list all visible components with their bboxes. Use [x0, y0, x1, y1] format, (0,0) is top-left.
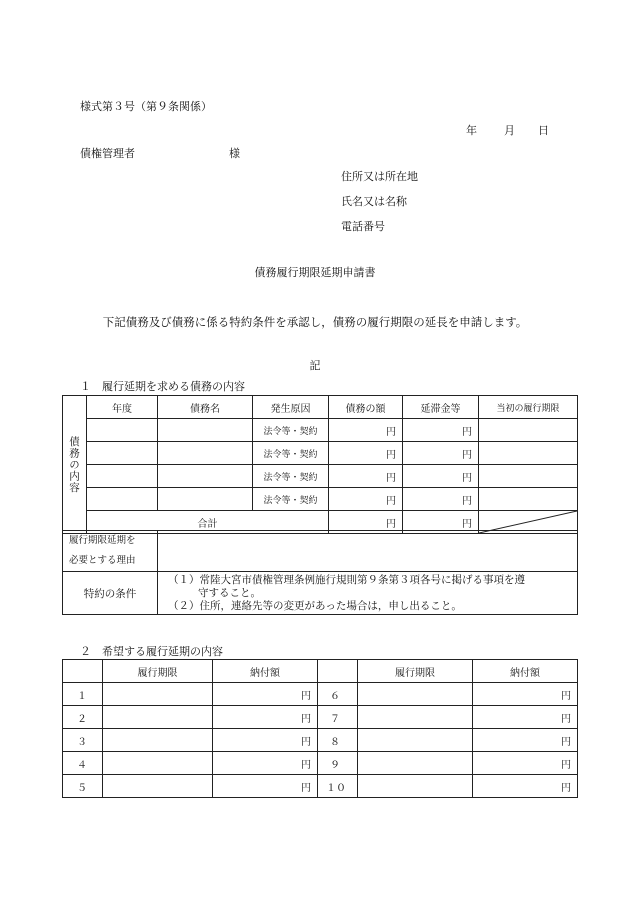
amount-cell[interactable]: 円 — [329, 465, 403, 488]
cause-cell: 法令等・契約 — [253, 419, 329, 442]
payment-cell[interactable]: 円 — [213, 729, 318, 752]
reason-label-line2: 必要とする理由 — [69, 555, 136, 566]
payment-cell[interactable]: 円 — [213, 683, 318, 706]
section2-title: 希望する履行延期の内容 — [102, 645, 223, 658]
debt-content-table — [62, 395, 578, 534]
conditions-label: 特約の条件 — [63, 572, 158, 615]
body-statement: 下記債務及び債務に係る特約条件を承認し，債務の履行期限の延長を申請します。 — [102, 315, 528, 329]
section1-heading — [80, 378, 245, 394]
amount-cell[interactable]: 円 — [329, 488, 403, 511]
table-row — [63, 488, 578, 511]
late-fee-cell[interactable]: 円 — [403, 488, 479, 511]
row-number: ５ — [63, 775, 103, 798]
table-row — [63, 683, 578, 706]
debt-name-cell[interactable] — [158, 488, 253, 511]
original-deadline-cell[interactable] — [479, 465, 578, 488]
form-number: 様式第３号（第９条関係） — [80, 100, 212, 113]
col-header-cause: 発生原因 — [253, 396, 329, 419]
date-month: 月 — [504, 124, 515, 137]
conditions-row — [63, 572, 578, 615]
reason-label-line1: 履行期限延期を — [69, 535, 136, 546]
payment-cell[interactable]: 円 — [473, 706, 578, 729]
ki-marker: 記 — [309, 359, 321, 372]
col-header-payment-left: 納付額 — [213, 660, 318, 683]
original-deadline-cell[interactable] — [479, 488, 578, 511]
late-fee-cell[interactable]: 円 — [403, 465, 479, 488]
no-header-right — [318, 660, 358, 683]
deadline-cell[interactable] — [103, 729, 213, 752]
debt-name-cell[interactable] — [158, 419, 253, 442]
col-header-debt-name: 債務名 — [158, 396, 253, 419]
schedule-table — [62, 659, 578, 798]
date-line — [466, 122, 549, 138]
cause-cell: 法令等・契約 — [253, 488, 329, 511]
addressee: 債権管理者 — [80, 147, 135, 160]
table-row — [63, 465, 578, 488]
applicant-name-label: 氏名又は名称 — [341, 195, 407, 208]
total-label: 合計 — [87, 511, 329, 534]
conditions-text-cell — [158, 572, 578, 615]
deadline-cell[interactable] — [358, 683, 473, 706]
row-number: ９ — [318, 752, 358, 775]
table-header-row — [63, 396, 578, 419]
payment-cell[interactable]: 円 — [473, 775, 578, 798]
table-header-row — [63, 660, 578, 683]
col-header-amount: 債務の額 — [329, 396, 403, 419]
section1-title: 履行延期を求める債務の内容 — [102, 380, 245, 393]
condition-2: （２）住所，連絡先等の変更があった場合は，申し出ること。 — [168, 599, 462, 612]
row-number: １ — [63, 683, 103, 706]
year-cell[interactable] — [87, 419, 158, 442]
side-label: 債務の内容 — [68, 435, 80, 494]
col-header-year: 年度 — [87, 396, 158, 419]
condition-1-line2: 守すること。 — [198, 586, 261, 599]
year-cell[interactable] — [87, 488, 158, 511]
deadline-cell[interactable] — [103, 706, 213, 729]
row-number: ６ — [318, 683, 358, 706]
debt-name-cell[interactable] — [158, 442, 253, 465]
date-day: 日 — [538, 124, 549, 137]
deadline-cell[interactable] — [103, 775, 213, 798]
col-header-deadline-left: 履行期限 — [103, 660, 213, 683]
payment-cell[interactable]: 円 — [213, 775, 318, 798]
payment-cell[interactable]: 円 — [473, 752, 578, 775]
payment-cell[interactable]: 円 — [473, 683, 578, 706]
deadline-cell[interactable] — [358, 706, 473, 729]
applicant-address-label: 住所又は所在地 — [341, 170, 418, 183]
payment-cell[interactable]: 円 — [213, 752, 318, 775]
section1-number: １ — [80, 380, 91, 393]
cause-cell: 法令等・契約 — [253, 465, 329, 488]
table-row — [63, 775, 578, 798]
reason-conditions-table — [62, 530, 578, 615]
deadline-cell[interactable] — [103, 683, 213, 706]
section2-number: ２ — [80, 645, 91, 658]
reason-row — [63, 531, 578, 572]
year-cell[interactable] — [87, 465, 158, 488]
row-number: １０ — [318, 775, 358, 798]
reason-label-cell — [63, 531, 158, 572]
col-header-late-fee: 延滞金等 — [403, 396, 479, 419]
year-cell[interactable] — [87, 442, 158, 465]
payment-cell[interactable]: 円 — [213, 706, 318, 729]
row-number: ３ — [63, 729, 103, 752]
cause-cell: 法令等・契約 — [253, 442, 329, 465]
total-late-fee-cell[interactable]: 円 — [403, 511, 479, 534]
row-number: ２ — [63, 706, 103, 729]
reason-input-cell[interactable] — [158, 531, 578, 572]
side-label-cell — [63, 396, 87, 534]
late-fee-cell[interactable]: 円 — [403, 442, 479, 465]
deadline-cell[interactable] — [358, 775, 473, 798]
amount-cell[interactable]: 円 — [329, 442, 403, 465]
payment-cell[interactable]: 円 — [473, 729, 578, 752]
row-number: ７ — [318, 706, 358, 729]
col-header-payment-right: 納付額 — [473, 660, 578, 683]
no-header-left — [63, 660, 103, 683]
document-title: 債務履行期限延期申請書 — [254, 266, 376, 279]
total-amount-cell[interactable]: 円 — [329, 511, 403, 534]
deadline-cell[interactable] — [358, 752, 473, 775]
debt-name-cell[interactable] — [158, 465, 253, 488]
deadline-cell[interactable] — [103, 752, 213, 775]
table-row — [63, 752, 578, 775]
original-deadline-cell[interactable] — [479, 442, 578, 465]
addressee-honorific: 様 — [229, 147, 240, 160]
col-header-deadline-right: 履行期限 — [358, 660, 473, 683]
amount-cell[interactable]: 円 — [329, 419, 403, 442]
section2-heading — [80, 643, 223, 659]
row-number: ８ — [318, 729, 358, 752]
date-year: 年 — [466, 124, 477, 137]
row-number: ４ — [63, 752, 103, 775]
table-row — [63, 729, 578, 752]
table-row — [63, 706, 578, 729]
condition-1-line1: （１）常陸大宮市債権管理条例施行規則第９条第３項各号に掲げる事項を遵 — [168, 573, 525, 586]
applicant-phone-label: 電話番号 — [341, 220, 385, 233]
table-row — [63, 419, 578, 442]
table-row — [63, 442, 578, 465]
late-fee-cell[interactable]: 円 — [403, 419, 479, 442]
original-deadline-cell[interactable] — [479, 419, 578, 442]
col-header-original-deadline: 当初の履行期限 — [479, 396, 578, 419]
deadline-cell[interactable] — [358, 729, 473, 752]
